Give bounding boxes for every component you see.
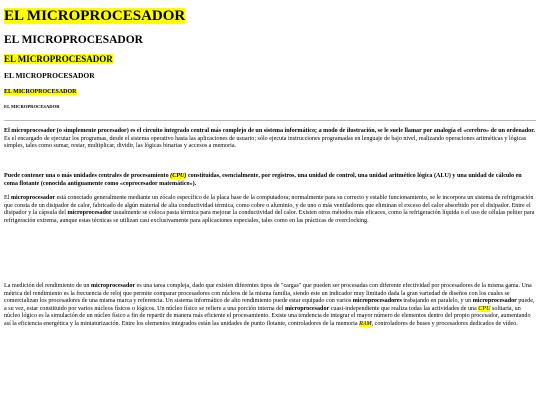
heading-3 [4, 54, 113, 65]
paragraph-cooling [4, 195, 536, 225]
intro-bold-text: El microprocesador (o simplemente procesador) es el circuito integrado central más complejo de un sistema informático; a modo de ilustración, se le suele llamar por analogía el «cerebro» de un ordenador. [4, 128, 535, 134]
perf-text-a: La medición del rendimiento de un [4, 283, 91, 289]
heading-5 [4, 88, 77, 96]
cpu-highlight: (CPU) [170, 173, 187, 179]
paragraph-performance [4, 283, 536, 328]
cpu-text-a [4, 173, 522, 187]
perf-term-4: microprocesador [285, 305, 330, 312]
cooling-term-2: microprocesador [67, 210, 112, 217]
paragraph-intro [4, 128, 536, 151]
heading-6: EL MICROPROCESADOR [4, 104, 60, 109]
cpu-text-b: constituidas, esencialmente, por registros, una unidad de control, una unidad aritmético lógica (ALU) y una unidad de cálculo en coma flotante (conocida antiguamente como «coprocesador matemático»). [4, 173, 522, 187]
heading-2: EL MICROPROCESADOR [4, 34, 143, 46]
heading-1 [4, 8, 185, 25]
cooling-text-b: está conectado generalmente mediante un zócalo específico de la placa base de la computadora; normalmente para su correcto y estable funcionamiento, se le incorpora un sistema de refrigeración que consta de un disipador de calor, fabricado de algún material de alta conductividad térmica, como cobre o aluminio, y de uno o más ventiladores que eliminan el exceso del calor absorbido por el disipador. Entre el disipador y la cápsula del [4, 195, 534, 217]
perf-text-g: , controladores de buses y procesadores dedicados de vídeo. [371, 320, 518, 327]
perf-text-e: cuasi-independiente que realiza todas las actividades de una [329, 305, 479, 312]
heading-1-text: EL MICROPROCESADOR [4, 8, 186, 24]
cooling-term: microprocesador [10, 195, 56, 201]
perf-text-d: puede, a su vez, estar constituido por varios núcleos físicos o lógicos. Un núcleo físico se refiere a una porción interna del [4, 298, 535, 312]
heading-3-text: EL MICROPROCESADOR [4, 54, 113, 64]
perf-text-f: solitaria, un núcleo lógico es la simulación de un núcleo físico a fin de repartir de manera más eficiente el procesamiento. Existe una tendencia de integrar el mayor número de elementos dentro del propio procesador, aumentando así la eficiencia energética y la miniaturización. Entre los elementos integrados están las unidades de punto flotante, controladores de la memoria [4, 305, 531, 327]
intro-text: Es el encargado de ejecutar los programas, desde el sistema operativo hasta las aplicaciones de usuario; sólo ejecuta instrucciones programadas en lenguaje de bajo nivel, realizando operaciones aritméticas y lógicas simples, tales como sumar, restar, multiplicar, dividir, las lógicas binarias y accesos a memoria. [4, 135, 527, 150]
perf-cpu-highlight: CPU [478, 305, 491, 312]
cpu-text-a-span: Puede contener una o más unidades centrales de procesamiento [4, 173, 171, 179]
perf-text-c: trabajando en paralelo, y un [401, 298, 473, 305]
paragraph-cpu [4, 173, 536, 188]
perf-term-1: microprocesador [90, 283, 136, 289]
perf-text-b: es una tarea compleja, dado que existen diferentes tipos de "cargas" que pueden ser procesadas con diferente efectividad por procesadores de la misma gama. Una métrica del rendimiento es la frecuencia de reloj que permite comparar procesadores con núcleos de la misma familia, siendo este un indicador muy limitado dada la gran variedad de diseños con los cuales se comercializan los procesadores de una misma marca y referencia. Un sistema informático de alto rendimiento puede estar equipado con varios [4, 283, 532, 305]
heading-4: EL MICROPROCESADOR [4, 71, 95, 80]
horizontal-rule [4, 120, 536, 121]
perf-ram-highlight: RAM [359, 320, 372, 327]
perf-term-3: microprocesador [472, 298, 517, 305]
perf-term-2: microprocesadores [352, 298, 402, 305]
cooling-text-c: usualmente se coloca pasta térmica para mejorar la conductividad del calor. Existen otros métodos más eficaces, como la refrigeración líquida o el uso de células peltier para refrigeración extrema, aunque estas técnicas se utilizan casi exclusivamente para aplicaciones especiales, tales como en las prácticas de overclocking. [4, 210, 535, 224]
cooling-text-a: El [4, 195, 11, 201]
heading-5-text: EL MICROPROCESADOR [4, 89, 77, 95]
